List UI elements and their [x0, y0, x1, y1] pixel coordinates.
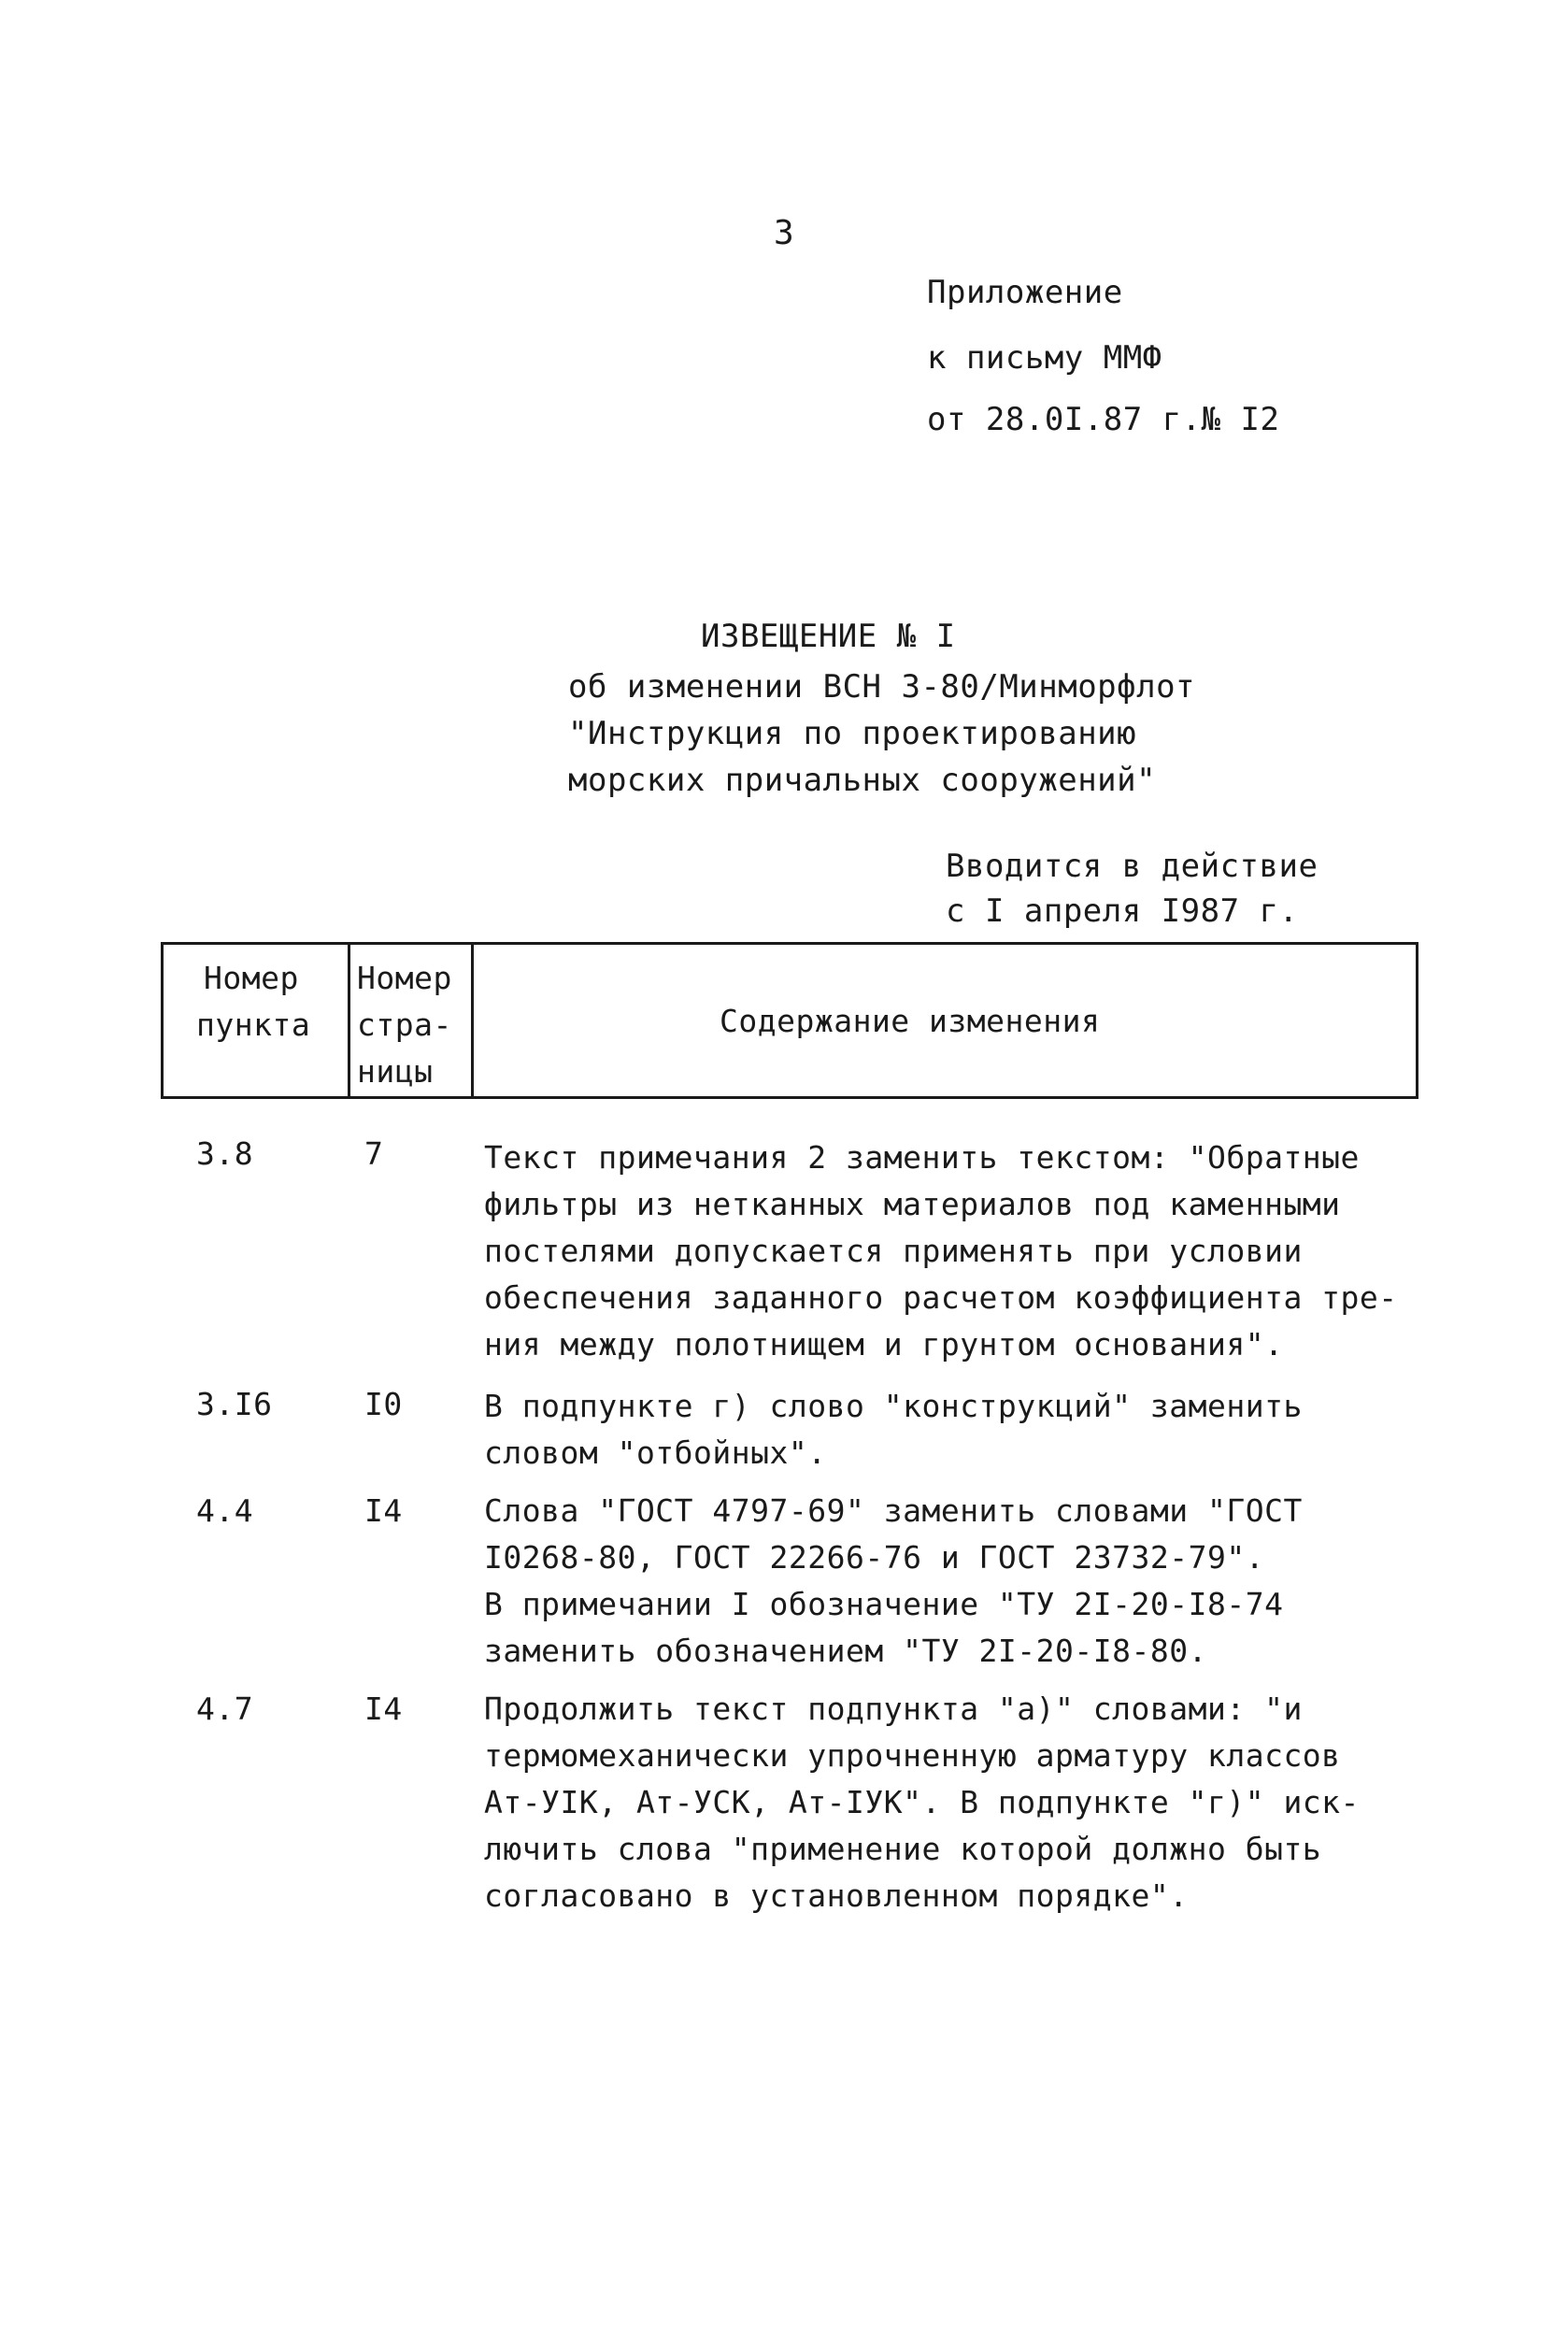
header-page-number-line-1: Номер	[357, 960, 452, 996]
row-text-line: Продолжить текст подпункта "а)" словами: "и	[484, 1691, 1303, 1727]
effective-line-1: Вводится в действие	[946, 848, 1319, 885]
row-text-line: термомеханически упрочненную арматуру классов	[484, 1737, 1341, 1774]
row-text-line: В подпункте г) слово "конструкций" заменить	[484, 1388, 1303, 1424]
row-page-number: I0	[364, 1386, 403, 1422]
annex-date-number: от 28.0I.87 г.№ I2	[927, 401, 1280, 438]
notice-subject-line-3: морских причальных сооружений"	[568, 762, 1157, 799]
row-text-line: словом "отбойных".	[484, 1434, 827, 1471]
row-item-number: 4.7	[196, 1691, 254, 1727]
page-number: 3	[774, 214, 795, 252]
header-item-number-line-1: Номер	[204, 960, 299, 996]
row-page-number: I4	[364, 1492, 403, 1529]
row-text-line: лючить слова "применение которой должно быть	[484, 1831, 1322, 1867]
row-text-line: В примечании I обозначение "ТУ 2I-20-I8-74	[484, 1586, 1284, 1622]
annex-title: Приложение	[927, 274, 1123, 311]
row-text-line: I0268-80, ГОСТ 22266-76 и ГОСТ 23732-79".	[484, 1539, 1265, 1576]
effective-line-2: с I апреля I987 г.	[946, 892, 1299, 930]
row-text-line: заменить обозначением "ТУ 2I-20-I8-80.	[484, 1633, 1207, 1669]
row-text-line: ния между полотнищем и грунтом основания".	[484, 1326, 1284, 1363]
row-item-number: 4.4	[196, 1492, 254, 1529]
header-page-number-line-2: стра-	[357, 1006, 452, 1043]
row-item-number: 3.I6	[196, 1386, 273, 1422]
header-change-content: Содержание изменения	[720, 1003, 1101, 1039]
row-page-number: I4	[364, 1691, 403, 1727]
row-text-line: фильтры из нетканных материалов под каменными	[484, 1186, 1341, 1222]
row-text-line: согласовано в установленном порядке".	[484, 1877, 1189, 1914]
row-text-line: обеспечения заданного расчетом коэффициента тре-	[484, 1279, 1398, 1316]
row-text-line: Текст примечания 2 заменить текстом: "Обратные	[484, 1139, 1360, 1176]
row-text-line: Слова "ГОСТ 4797-69" заменить словами "ГОСТ	[484, 1492, 1303, 1529]
row-item-number: 3.8	[196, 1135, 254, 1172]
row-text-line: Ат-УIК, Ат-УСК, Ат-IУК". В подпункте "г)" иск-	[484, 1784, 1360, 1820]
table-divider	[348, 942, 350, 1099]
notice-subject-line-2: "Инструкция по проектированию	[568, 715, 1137, 752]
header-page-number-line-3: ницы	[357, 1053, 434, 1090]
row-page-number: 7	[364, 1135, 384, 1172]
table-divider	[471, 942, 474, 1099]
notice-subject-line-1: об изменении ВСН 3-80/Минморфлот	[568, 668, 1196, 706]
notice-title: ИЗВЕЩЕНИЕ № I	[701, 618, 956, 655]
row-text-line: постелями допускается применять при условии	[484, 1233, 1303, 1269]
header-item-number-line-2: пункта	[196, 1006, 311, 1043]
annex-letter-ref: к письму ММФ	[927, 339, 1162, 377]
